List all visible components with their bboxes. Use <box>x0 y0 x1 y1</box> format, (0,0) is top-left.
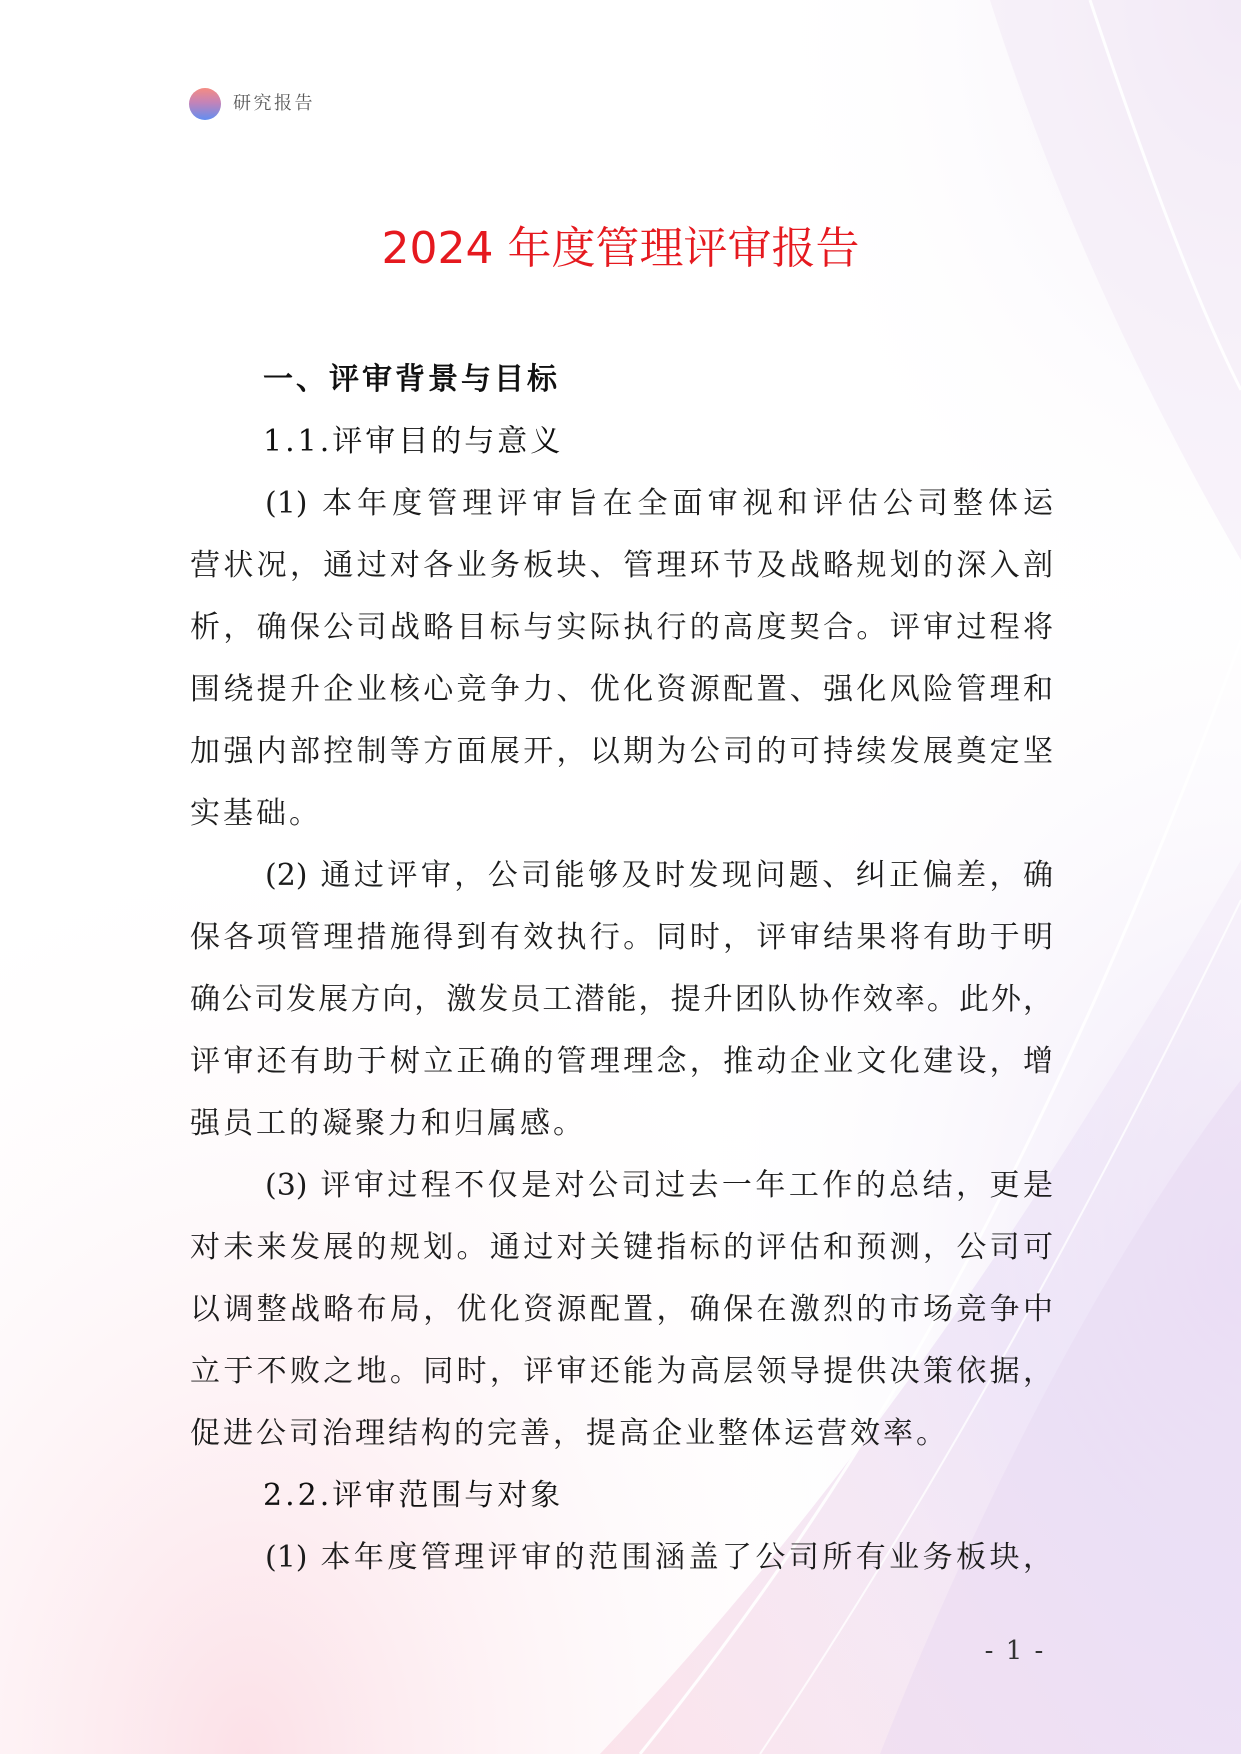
paragraph-line: 促进公司治理结构的完善，提高企业整体运营效率。 <box>190 1416 949 1451</box>
paragraph-line: 营状况，通过对各业务板块、管理环节及战略规划的深入剖 <box>190 548 1053 583</box>
subsection-heading: 2.2.评审范围与对象 <box>263 1478 564 1513</box>
page-number: - 1 - <box>984 1636 1046 1666</box>
paragraph-line: 围绕提升企业核心竞争力、优化资源配置、强化风险管理和 <box>190 672 1053 707</box>
paragraph-line: (2) 通过评审，公司能够及时发现问题、纠正偏差，确 <box>265 858 1053 893</box>
paragraph <box>190 1527 1053 1589</box>
document-body <box>190 349 1053 1589</box>
paragraph-line: 实基础。 <box>190 796 322 831</box>
brand-logo-icon <box>189 88 221 120</box>
brand-label: 研究报告 <box>233 93 315 114</box>
paragraph-line: 保各项管理措施得到有效执行。同时，评审结果将有助于明 <box>190 920 1053 955</box>
paragraph-line: 以调整战略布局，优化资源配置，确保在激烈的市场竞争中 <box>190 1292 1053 1327</box>
paragraph <box>190 845 1053 1155</box>
paragraph-line: 确公司发展方向，激发员工潜能，提升团队协作效率。此外， <box>190 982 1053 1017</box>
paragraph-line: 评审还有助于树立正确的管理理念，推动企业文化建设，增 <box>190 1044 1053 1079</box>
paragraph-line: (1) 本年度管理评审旨在全面审视和评估公司整体运 <box>265 486 1053 521</box>
paragraph-line: (1) 本年度管理评审的范围涵盖了公司所有业务板块， <box>265 1540 1053 1575</box>
paragraph-line: 立于不败之地。同时，评审还能为高层领导提供决策依据， <box>190 1354 1053 1389</box>
section-heading: 一、评审背景与目标 <box>263 362 560 397</box>
paragraph-line: 对未来发展的规划。通过对关键指标的评估和预测，公司可 <box>190 1230 1053 1265</box>
paragraph <box>190 1155 1053 1465</box>
paragraph <box>190 473 1053 845</box>
paragraph-line: 强员工的凝聚力和归属感。 <box>190 1106 586 1141</box>
subsection-heading: 1.1.评审目的与意义 <box>263 424 564 459</box>
paragraph-line: 析，确保公司战略目标与实际执行的高度契合。评审过程将 <box>190 610 1053 645</box>
paragraph-line: (3) 评审过程不仅是对公司过去一年工作的总结，更是 <box>265 1168 1053 1203</box>
document-title: 2024 年度管理评审报告 <box>381 223 860 274</box>
paragraph-line: 加强内部控制等方面展开，以期为公司的可持续发展奠定坚 <box>190 734 1053 769</box>
